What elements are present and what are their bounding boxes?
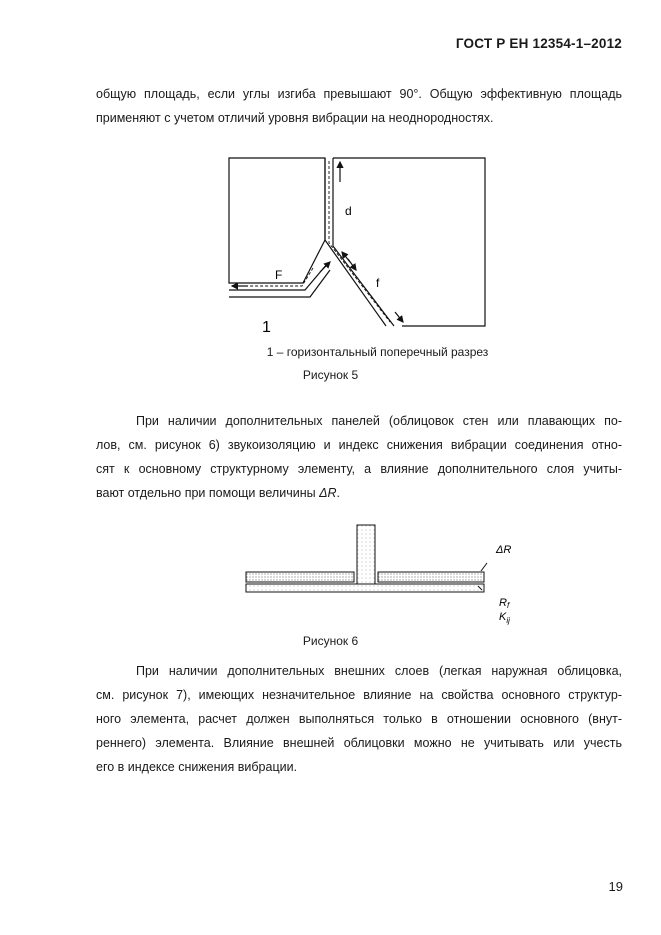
paragraph-1 [96,82,622,130]
base-floor [246,584,484,592]
paragraph-2-line-4-text: вают отдельно при помощи величины [96,486,316,500]
label-r [499,597,510,610]
arrow-end [395,312,403,322]
arrow-junction [320,262,330,272]
figure-5-legend: 1 – горизонтальный поперечный разрез [266,345,489,359]
floating-layer-left [246,572,354,582]
delta-r-pointer [481,563,487,571]
floating-layer-right [378,572,484,582]
paragraph-3-line-4: реннего) элемента. Влияние внешней облицовки можно не учитывать или учесть [96,736,622,750]
label-r-main: R [499,597,507,609]
label-r-sub: f [506,601,510,610]
paragraph-3-line-2: см. рисунок 7), имеющих незначительное влияние на свойства основного структур- [96,688,622,702]
page-number: 19 [608,879,623,894]
figure-5-caption: Рисунок 5 [302,368,359,382]
label-k-sub: ij [506,616,510,625]
propagation-path [329,161,390,322]
paragraph-2-line-4 [96,481,622,505]
left-panel-outline [229,158,325,283]
wall-element [357,525,375,584]
paragraph-1-line-1: общую площадь, если углы изгиба превышают 90°. Общую эффективную площадь [96,87,622,101]
label-delta-r: ΔR [496,544,512,556]
label-k-main: K [499,611,507,623]
paragraph-2-tail: . [336,486,340,500]
paragraph-2-line-2: лов, см. рисунок 6) звукоизоляцию и индекс снижения вибрации соединения отно- [96,438,622,452]
label-k [499,611,510,625]
figure-5-diagram [0,150,661,340]
paragraph-2-line-3: сят к основному структурному элементу, а влияние дополнительного слоя учиты- [96,462,622,476]
figure-6-caption: Рисунок 6 [302,634,359,648]
paragraph-1-line-2: применяют с учетом отличий уровня вибрации на неоднородностях. [96,111,494,125]
paragraph-2 [96,409,622,505]
arrow-f-down [348,259,356,270]
paragraph-3-line-1: При наличии дополнительных внешних слоев (легкая наружная облицовка, [136,664,622,678]
strip-right-edge [333,158,394,326]
paragraph-3-line-3: ного элемента, расчет должен выполняться только в отношении основного (внут- [96,712,622,726]
paragraph-3 [96,659,622,779]
label-f: f [376,276,380,290]
paragraph-3-line-5: его в индексе снижения вибрации. [96,760,298,774]
label-key-1: 1 [262,319,271,336]
label-d: d [345,204,352,218]
label-F: F [275,268,283,282]
paragraph-2-line-1: При наличии дополнительных панелей (облицовок стен или плавающих по- [136,414,622,428]
delta-r-symbol: ΔR [319,486,337,500]
figure-6-diagram [0,520,661,630]
strip-left-edge [325,158,386,326]
right-panel-outline [333,158,485,326]
standard-header: ГОСТ Р ЕН 12354-1–2012 [455,36,622,51]
